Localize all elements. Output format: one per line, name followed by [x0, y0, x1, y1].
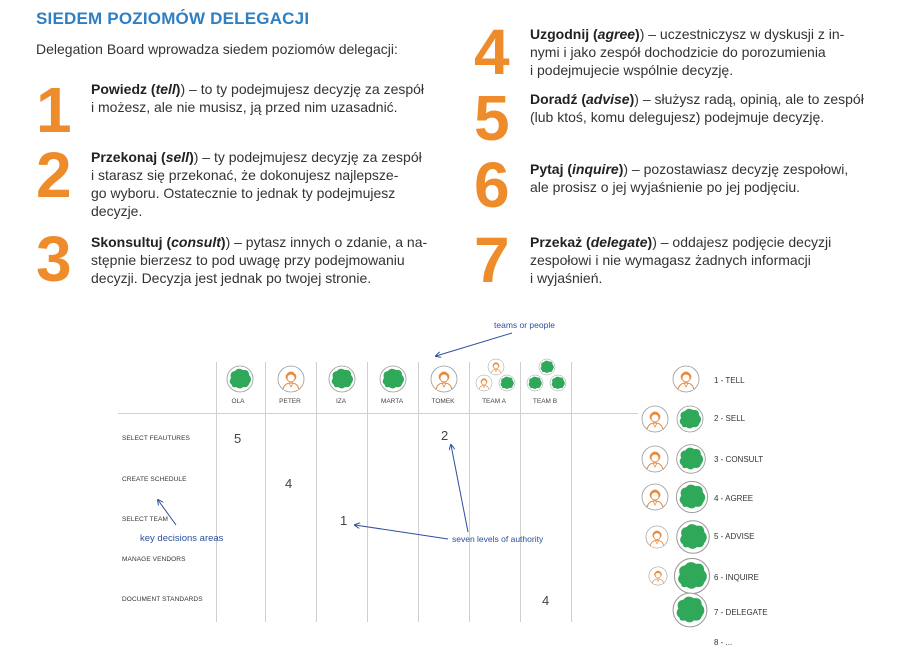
annotation-authority: seven levels of authority [452, 534, 544, 544]
row-label: CREATE SCHEDULE [122, 476, 187, 483]
legend-icon-sell [638, 403, 708, 435]
row-label: DOCUMENT STANDARDS [122, 596, 203, 603]
page-title: SIEDEM POZIOMÓW DELEGACJI [36, 9, 310, 28]
column-label: MARTA [380, 398, 404, 405]
annotation-arrows [0, 300, 917, 662]
cell-value: 4 [542, 593, 550, 608]
legend-sell: 2 - SELL [714, 414, 746, 423]
arrow-authority-2 [451, 445, 468, 532]
annotation-areas: key decisions areas [140, 533, 224, 544]
legend-delegate: 7 - DELEGATE [714, 608, 768, 617]
row-label: SELECT FEAUTURES [122, 435, 190, 442]
level-1-number: 1 [36, 74, 72, 146]
cell-value: 5 [234, 431, 242, 446]
legend-icon-consult [638, 443, 708, 475]
legend-icon-tell [668, 364, 704, 394]
arrow-teams [436, 333, 512, 356]
legend-icon-inquire [642, 558, 710, 594]
cell-value: 2 [441, 428, 449, 443]
legend-icon-delegate [670, 592, 710, 628]
column-label: TEAM B [532, 398, 558, 405]
level-5-number: 5 [474, 82, 510, 154]
column-label: TEAM A [482, 398, 506, 405]
level-2-number: 2 [36, 139, 72, 211]
column-label: IZA [335, 398, 347, 405]
legend-agree: 4 - AGREE [714, 494, 754, 503]
row-label: SELECT TEAM [122, 516, 169, 523]
legend-inquire: 6 - INQUIRE [714, 573, 759, 582]
level-5-text: Doradź (advise)) – służysz radą, opinią, ale to zespół (lub ktoś, komu delegujesz) podejmuje decyzję. [530, 91, 864, 125]
level-7-number: 7 [474, 224, 510, 296]
cell-value: 1 [340, 513, 348, 528]
level-2-text: Przekonaj (sell)) – ty podejmujesz decyzję za zespół i starasz się przekonać, że dokonujesz najlepsze- go wyboru. Ostatecznie to jednak ty podejmujesz decyzje. [91, 149, 422, 219]
level-4-number: 4 [474, 16, 510, 88]
delegation-board [0, 300, 917, 662]
legend-icon-agree [638, 480, 710, 514]
annotation-teams: teams or people [494, 320, 555, 330]
cell-value: 4 [285, 476, 293, 491]
column-label: PETER [279, 398, 301, 405]
level-3-number: 3 [36, 223, 72, 295]
level-4-text: Uzgodnij (agree)) – uczestniczysz w dyskusji z in- nymi i jako zespół dochodzicie do porozumienia i podejmujecie wspólnie decyzję. [530, 26, 845, 78]
arrow-authority-1 [355, 525, 448, 539]
legend-tell: 1 - TELL [714, 376, 745, 385]
column-label: OLA [231, 398, 245, 405]
legend-advise: 5 - ADVISE [714, 532, 755, 541]
arrow-areas [158, 500, 176, 525]
level-6-number: 6 [474, 149, 510, 221]
level-3-text: Skonsultuj (consult)) – pytasz innych o zdanie, a na- stępnie bierzesz to pod uwagę przy podejmowaniu decyzji. Decyzja jest jednak po twojej stronie. [91, 234, 428, 286]
legend-more: 8 - ... [714, 638, 733, 647]
row-label: MANAGE VENDORS [122, 556, 186, 563]
level-6-text: Pytaj (inquire)) – pozostawiasz decyzję zespołowi, ale prosisz o jej wyjaśnienie po jej podjęciu. [530, 161, 849, 195]
column-label: TOMEK [431, 398, 455, 405]
level-7-text: Przekaż (delegate)) – oddajesz podjęcie decyzji zespołowi i nie wymagasz żadnych informacji i wyjaśnień. [530, 234, 832, 286]
legend-consult: 3 - CONSULT [714, 455, 764, 464]
intro-text: Delegation Board wprowadza siedem poziomów delegacji: [36, 41, 398, 57]
legend-icon-advise [640, 520, 710, 554]
level-1-text: Powiedz (tell)) – to ty podejmujesz decyzję za zespół i możesz, ale nie musisz, ją przed nim uzasadnić. [91, 81, 425, 115]
